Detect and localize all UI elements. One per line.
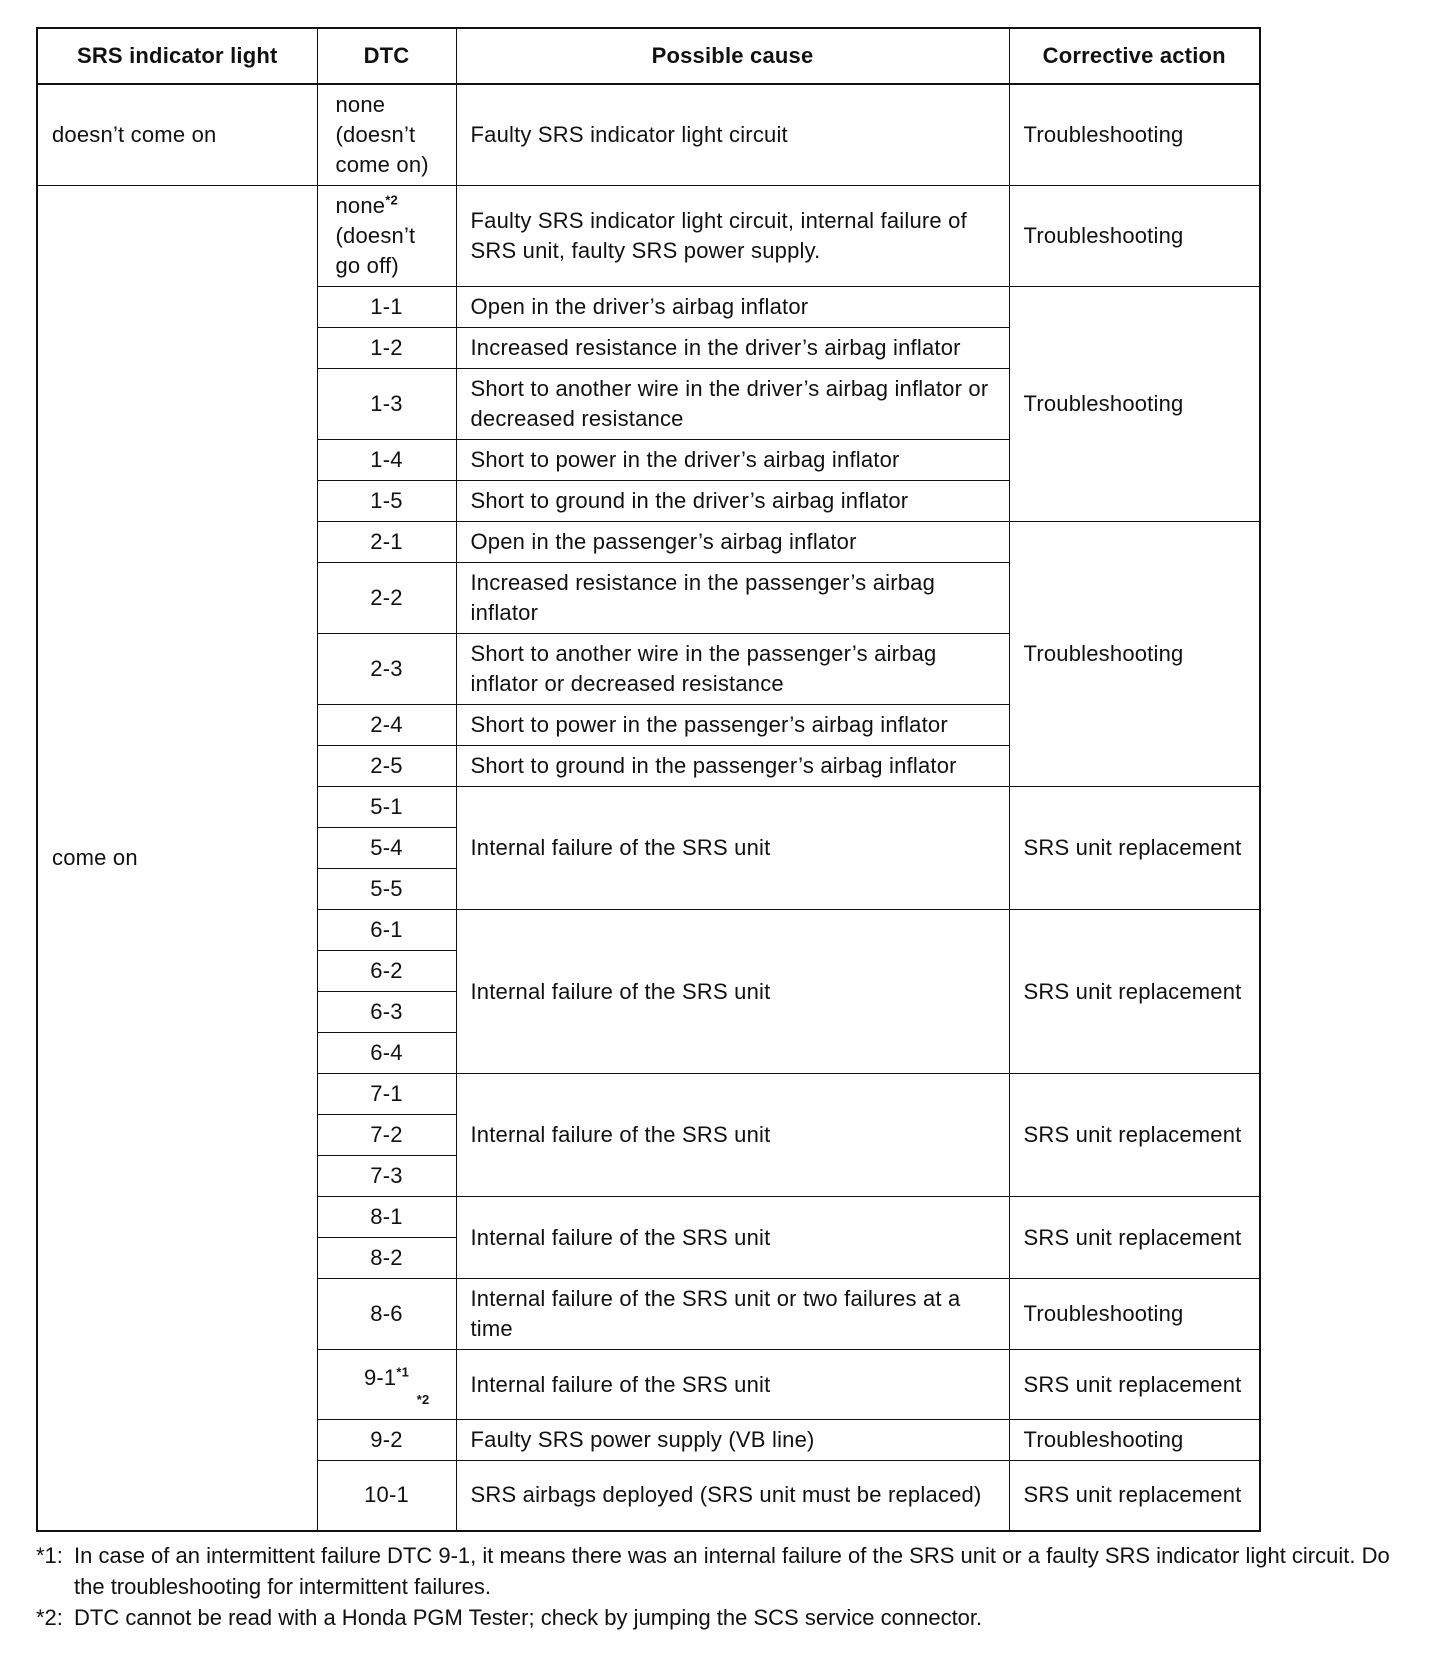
cause-cell: Internal failure of the SRS unit <box>456 787 1009 910</box>
cause-cell: Open in the passenger’s airbag inflator <box>456 522 1009 563</box>
dtc-cell: 6-2 <box>317 951 456 992</box>
footnote-mark: *1: <box>36 1542 63 1568</box>
srs-diagnostic-document <box>36 27 1416 1633</box>
dtc-code: 9-1 <box>363 1364 397 1390</box>
dtc-cell: 6-1 <box>317 910 456 951</box>
cause-cell: Short to power in the driver’s airbag inflator <box>456 440 1009 481</box>
dtc-cell: 7-2 <box>317 1115 456 1156</box>
cause-cell: Short to ground in the passenger’s airbag inflator <box>456 746 1009 787</box>
footnote-text: In case of an intermittent failure DTC 9-1, it means there was an internal failure of the SRS unit or a faulty SRS indicator light circuit. Do the troubleshooting for intermittent failures. <box>74 1542 1390 1599</box>
dtc-cell <box>317 84 456 186</box>
dtc-line: go off) <box>335 253 399 278</box>
cause-cell: Faulty SRS power supply (VB line) <box>456 1420 1009 1461</box>
cause-cell: Open in the driver’s airbag inflator <box>456 287 1009 328</box>
cause-cell: Internal failure of the SRS unit <box>456 910 1009 1074</box>
cause-cell: Short to another wire in the passenger’s airbag inflator or decreased resistance <box>456 634 1009 705</box>
footnote-mark: *2: <box>36 1604 63 1630</box>
footnote-ref: *2 <box>385 192 398 208</box>
action-cell: Troubleshooting <box>1009 287 1260 522</box>
header-corrective-action: Corrective action <box>1009 28 1260 84</box>
dtc-cell: 7-3 <box>317 1156 456 1197</box>
cause-cell: Faulty SRS indicator light circuit, internal failure of SRS unit, faulty SRS power supply. <box>456 186 1009 287</box>
table-row <box>37 186 1260 287</box>
cause-cell: Faulty SRS indicator light circuit <box>456 84 1009 186</box>
action-cell: SRS unit replacement <box>1009 1197 1260 1279</box>
srs-dtc-table <box>36 27 1261 1532</box>
dtc-cell: 6-3 <box>317 992 456 1033</box>
dtc-line: come on) <box>335 152 429 177</box>
dtc-cell: 1-1 <box>317 287 456 328</box>
dtc-cell: 7-1 <box>317 1074 456 1115</box>
footnote-2 <box>36 1602 1416 1633</box>
cause-cell: Short to ground in the driver’s airbag inflator <box>456 481 1009 522</box>
action-cell: Troubleshooting <box>1009 1279 1260 1350</box>
dtc-cell: 8-6 <box>317 1279 456 1350</box>
action-cell: SRS unit replacement <box>1009 1074 1260 1197</box>
cause-cell: Short to power in the passenger’s airbag inflator <box>456 705 1009 746</box>
dtc-cell: 1-4 <box>317 440 456 481</box>
dtc-cell: 9-2 <box>317 1420 456 1461</box>
dtc-cell: 10-1 <box>317 1461 456 1531</box>
action-cell: SRS unit replacement <box>1009 910 1260 1074</box>
action-cell: SRS unit replacement <box>1009 787 1260 910</box>
dtc-cell: 2-5 <box>317 746 456 787</box>
footnotes <box>36 1540 1416 1633</box>
cause-cell: Internal failure of the SRS unit <box>456 1074 1009 1197</box>
dtc-cell: 2-4 <box>317 705 456 746</box>
footnote-ref: *2 <box>416 1391 430 1407</box>
action-cell: Troubleshooting <box>1009 186 1260 287</box>
dtc-cell: 1-5 <box>317 481 456 522</box>
cause-cell: Internal failure of the SRS unit <box>456 1350 1009 1420</box>
footnote-ref: *1 <box>396 1364 410 1380</box>
action-cell: Troubleshooting <box>1009 84 1260 186</box>
footnote-text: DTC cannot be read with a Honda PGM Tester; check by jumping the SCS service connector. <box>74 1604 983 1630</box>
dtc-cell: 5-4 <box>317 828 456 869</box>
dtc-cell: 5-5 <box>317 869 456 910</box>
dtc-cell: 5-1 <box>317 787 456 828</box>
dtc-cell: 8-1 <box>317 1197 456 1238</box>
dtc-cell: 1-3 <box>317 369 456 440</box>
cause-cell: SRS airbags deployed (SRS unit must be replaced) <box>456 1461 1009 1531</box>
cause-cell: Increased resistance in the passenger’s airbag inflator <box>456 563 1009 634</box>
dtc-cell <box>317 1350 456 1420</box>
action-cell: Troubleshooting <box>1009 522 1260 787</box>
cause-cell: Short to another wire in the driver’s airbag inflator or decreased resistance <box>456 369 1009 440</box>
dtc-cell: 2-1 <box>317 522 456 563</box>
dtc-cell <box>317 186 456 287</box>
dtc-cell: 6-4 <box>317 1033 456 1074</box>
cause-cell: Internal failure of the SRS unit <box>456 1197 1009 1279</box>
cause-cell: Internal failure of the SRS unit or two failures at a time <box>456 1279 1009 1350</box>
table-row <box>37 84 1260 186</box>
action-cell: Troubleshooting <box>1009 1420 1260 1461</box>
dtc-line: (doesn’t <box>335 223 416 248</box>
action-cell: SRS unit replacement <box>1009 1350 1260 1420</box>
header-dtc: DTC <box>317 28 456 84</box>
dtc-cell: 8-2 <box>317 1238 456 1279</box>
footnote-1 <box>36 1540 1416 1602</box>
action-cell: SRS unit replacement <box>1009 1461 1260 1531</box>
table-header-row <box>37 28 1260 84</box>
dtc-cell: 2-3 <box>317 634 456 705</box>
dtc-line: none <box>335 92 386 117</box>
indicator-cell: doesn’t come on <box>37 84 317 186</box>
indicator-cell: come on <box>37 186 317 1531</box>
dtc-line: (doesn’t <box>335 122 416 147</box>
header-srs-indicator-light: SRS indicator light <box>37 28 317 84</box>
cause-cell: Increased resistance in the driver’s airbag inflator <box>456 328 1009 369</box>
dtc-cell: 2-2 <box>317 563 456 634</box>
dtc-cell: 1-2 <box>317 328 456 369</box>
dtc-line: none <box>335 193 386 218</box>
header-possible-cause: Possible cause <box>456 28 1009 84</box>
